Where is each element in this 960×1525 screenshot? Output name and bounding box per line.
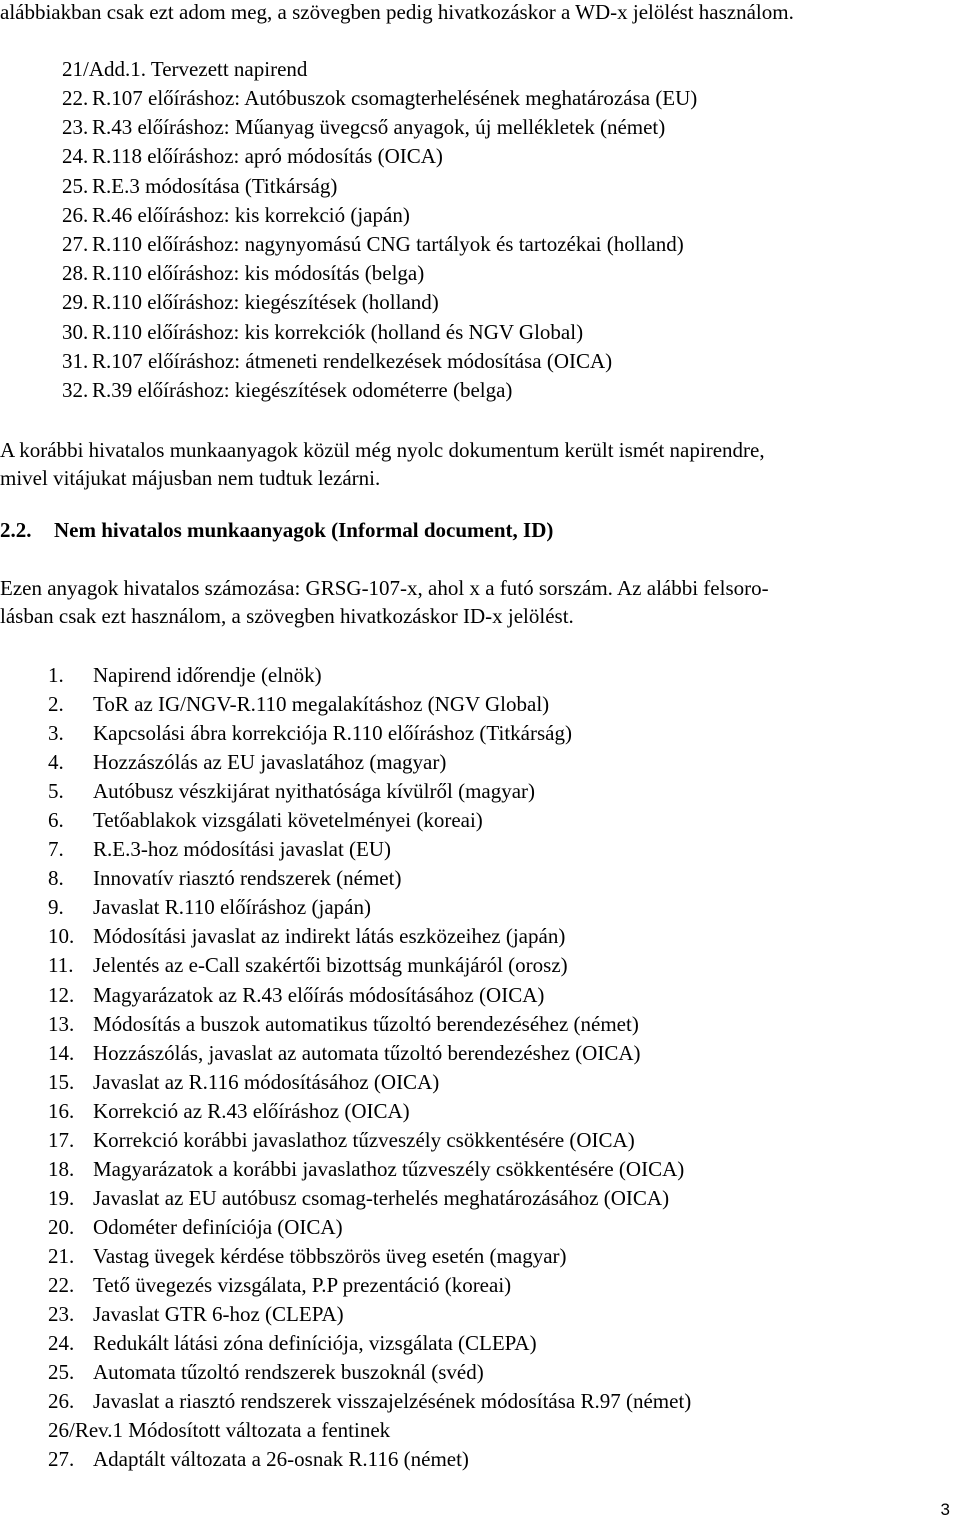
item-number: 25.: [48, 1360, 75, 1385]
item-number: 14.: [48, 1040, 75, 1065]
item-number: 12.: [48, 982, 75, 1007]
item-text: R.39 előíráshoz: kiegészítések odométerre (belga): [92, 377, 513, 402]
item-text: Tetőablakok vizsgálati követelményei (koreai): [93, 808, 483, 833]
paragraph-numbering: [0, 574, 940, 630]
item-text: Módosítás a buszok automatikus tűzoltó berendezéséhez (német): [93, 1011, 639, 1036]
item-text: Tető üvegezés vizsgálata, P.P prezentáció (koreai): [93, 1272, 512, 1297]
item-text: R.110 előíráshoz: kiegészítések (holland): [92, 290, 439, 315]
item-text: Autóbusz vészkijárat nyithatósága kívülről (magyar): [93, 779, 536, 804]
paragraph-line: A korábbi hivatalos munkaanyagok közül még nyolc dokumentum került ismét napirendre,: [0, 438, 765, 462]
item-text: Javaslat az EU autóbusz csomag-terhelés meghatározásához (OICA): [93, 1185, 670, 1210]
item-text: Redukált látási zóna definíciója, vizsgálata (CLEPA): [93, 1331, 537, 1356]
item-number: 25.: [62, 173, 89, 198]
item-number: 15.: [48, 1069, 75, 1094]
item-number: 3.: [48, 721, 64, 746]
item-text: Innovatív riasztó rendszerek (német): [93, 866, 402, 891]
page-number: 3: [940, 1500, 950, 1519]
item-number: 10.: [48, 924, 75, 949]
item-number: 8.: [48, 866, 64, 891]
item-text: R.110 előíráshoz: kis korrekciók (holland és NGV Global): [92, 319, 584, 344]
item-text: Hozzászólás, javaslat az automata tűzoltó berendezéshez (OICA): [93, 1040, 641, 1065]
item-number: 13.: [48, 1011, 75, 1036]
section-number: 2.2.: [0, 518, 32, 542]
item-number: 11.: [48, 953, 74, 978]
item-text: R.E.3-hoz módosítási javaslat (EU): [93, 837, 392, 862]
paragraph-line: Ezen anyagok hivatalos számozása: GRSG-107-x, ahol x a futó sorszám. Az alábbi felsoro-: [0, 576, 769, 600]
agenda-heading: 21/Add.1. Tervezett napirend: [62, 57, 308, 81]
section-heading: [0, 516, 553, 544]
item-number: 24.: [62, 144, 89, 169]
item-number: 18.: [48, 1156, 75, 1181]
item-number: 22.: [62, 86, 89, 110]
item-number: 24.: [48, 1331, 75, 1356]
item-number: 22.: [48, 1272, 75, 1297]
item-text: Javaslat az R.116 módosításához (OICA): [93, 1069, 440, 1094]
item-text: Odométer definíciója (OICA): [93, 1214, 343, 1239]
item-number: 6.: [48, 808, 64, 833]
item-text: R.110 előíráshoz: nagynyomású CNG tartályok és tartozékai (holland): [92, 231, 684, 256]
item-number: 19.: [48, 1185, 75, 1210]
section-title: Nem hivatalos munkaanyagok (Informal document, ID): [54, 518, 554, 542]
item-text: R.110 előíráshoz: kis módosítás (belga): [92, 261, 425, 286]
item-text: Kapcsolási ábra korrekciója R.110 előíráshoz (Titkárság): [93, 721, 572, 746]
item-text: Jelentés az e-Call szakértői bizottság munkájáról (orosz): [93, 953, 568, 978]
item-number: 5.: [48, 779, 64, 804]
item-text: ToR az IG/NGV-R.110 megalakításhoz (NGV Global): [93, 692, 550, 717]
intro-line: alábbiakban csak ezt adom meg, a szövegben pedig hivatkozáskor a WD-x jelölést használom.: [0, 0, 794, 24]
item-number: 26.: [62, 202, 89, 227]
paragraph-pending-documents: [0, 436, 940, 492]
item-text: R.107 előíráshoz: átmeneti rendelkezések módosítása (OICA): [92, 348, 613, 373]
item-text: Javaslat GTR 6-hoz (CLEPA): [93, 1302, 344, 1327]
item-number: 29.: [62, 290, 89, 315]
item-text: Adaptált változata a 26-osnak R.116 (német): [93, 1447, 469, 1472]
item-number: 17.: [48, 1127, 75, 1152]
item-number: 30.: [62, 319, 89, 344]
item-number: 27.: [62, 231, 89, 256]
item-text: Javaslat a riasztó rendszerek visszajelzésének módosítása R.97 (német): [93, 1389, 692, 1414]
item-text: Korrekció az R.43 előíráshoz (OICA): [93, 1098, 410, 1123]
item-text: 26/Rev.1 Módosított változata a fentinek: [48, 1418, 391, 1443]
item-text: R.46 előíráshoz: kis korrekció (japán): [92, 202, 410, 227]
item-text: Javaslat R.110 előíráshoz (japán): [93, 895, 371, 920]
item-text: Módosítási javaslat az indirekt látás eszközeihez (japán): [93, 924, 566, 949]
item-text: Magyarázatok a korábbi javaslathoz tűzveszély csökkentésére (OICA): [93, 1156, 685, 1181]
item-text: R.43 előíráshoz: Műanyag üvegcső anyagok, új mellékletek (német): [92, 115, 666, 140]
item-text: Vastag üvegek kérdése többszörös üveg esetén (magyar): [93, 1243, 567, 1268]
item-number: 21.: [48, 1243, 75, 1268]
item-text: R.107 előíráshoz: Autóbuszok csomagterhelésének meghatározása (EU): [92, 86, 698, 110]
item-number: 27.: [48, 1447, 75, 1472]
item-number: 4.: [48, 750, 64, 775]
item-number: 7.: [48, 837, 64, 862]
paragraph-line: lásban csak ezt használom, a szövegben hivatkozáskor ID-x jelölést.: [0, 604, 574, 628]
item-number: 31.: [62, 348, 89, 373]
item-number: 23.: [62, 115, 89, 140]
item-number: 9.: [48, 895, 64, 920]
item-number: 20.: [48, 1214, 75, 1239]
item-number: 2.: [48, 692, 64, 717]
item-text: Napirend időrendje (elnök): [93, 663, 322, 687]
item-text: Korrekció korábbi javaslathoz tűzveszély csökkentésére (OICA): [93, 1127, 635, 1152]
item-number: 32.: [62, 377, 89, 402]
item-text: R.118 előíráshoz: apró módosítás (OICA): [92, 144, 443, 169]
item-text: Automata tűzoltó rendszerek buszoknál (svéd): [93, 1360, 484, 1385]
paragraph-line: mivel vitájukat májusban nem tudtuk lezárni.: [0, 466, 381, 490]
item-text: Magyarázatok az R.43 előírás módosításához (OICA): [93, 982, 545, 1007]
item-text: R.E.3 módosítása (Titkárság): [92, 173, 338, 198]
item-text: Hozzászólás az EU javaslatához (magyar): [93, 750, 447, 775]
item-number: 16.: [48, 1098, 75, 1123]
item-number: 26.: [48, 1389, 75, 1414]
item-number: 1.: [48, 663, 64, 687]
item-number: 23.: [48, 1302, 75, 1327]
item-number: 28.: [62, 261, 89, 286]
